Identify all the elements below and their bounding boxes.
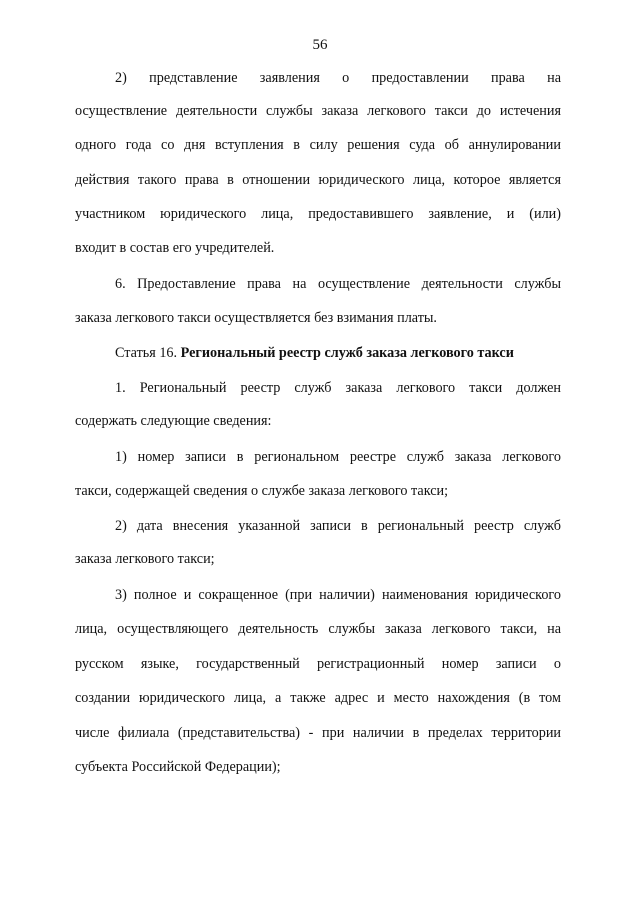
paragraph-line: 1. Региональный реестр служб заказа легкового такси должен [115,380,561,396]
paragraph-line: одного года со дня вступления в силу решения суда об аннулировании [75,137,561,153]
paragraph-line: субъекта Российской Федерации); [75,759,281,775]
paragraph-line: создании юридического лица, а также адрес и место нахождения (в том [75,690,561,706]
paragraph-line: 2) дата внесения указанной записи в региональный реестр служб [115,518,561,534]
article-heading [115,343,561,363]
paragraph-line: участником юридического лица, предоставившего заявление, и (или) [75,206,561,222]
paragraph-line: осуществление деятельности службы заказа легкового такси до истечения [75,103,561,119]
paragraph-line: содержать следующие сведения: [75,413,272,429]
paragraph-line: такси, содержащей сведения о службе заказа легкового такси; [75,483,449,499]
article-number: Статья 16. [115,345,178,361]
paragraph-line: входит в состав его учредителей. [75,240,275,256]
paragraph-line: 1) номер записи в региональном реестре служб заказа легкового [115,449,561,465]
paragraph-line: 2) представление заявления о предоставлении права на [115,70,561,86]
paragraph-line: действия такого права в отношении юридического лица, которое является [75,172,561,188]
paragraph-line: 6. Предоставление права на осуществление деятельности службы [115,276,561,292]
paragraph-line: 3) полное и сокращенное (при наличии) наименования юридического [115,587,561,603]
paragraph-line: заказа легкового такси; [75,551,215,567]
paragraph-line: заказа легкового такси осуществляется без взимания платы. [75,310,437,326]
page-number: 56 [312,37,328,53]
paragraph-line: числе филиала (представительства) - при наличии в пределах территории [75,725,561,741]
article-title: Региональный реестр служб заказа легкового такси [180,345,514,361]
paragraph-line: лица, осуществляющего деятельность службы заказа легкового такси, на [75,621,561,637]
paragraph-line: русском языке, государственный регистрационный номер записи о [75,656,561,672]
